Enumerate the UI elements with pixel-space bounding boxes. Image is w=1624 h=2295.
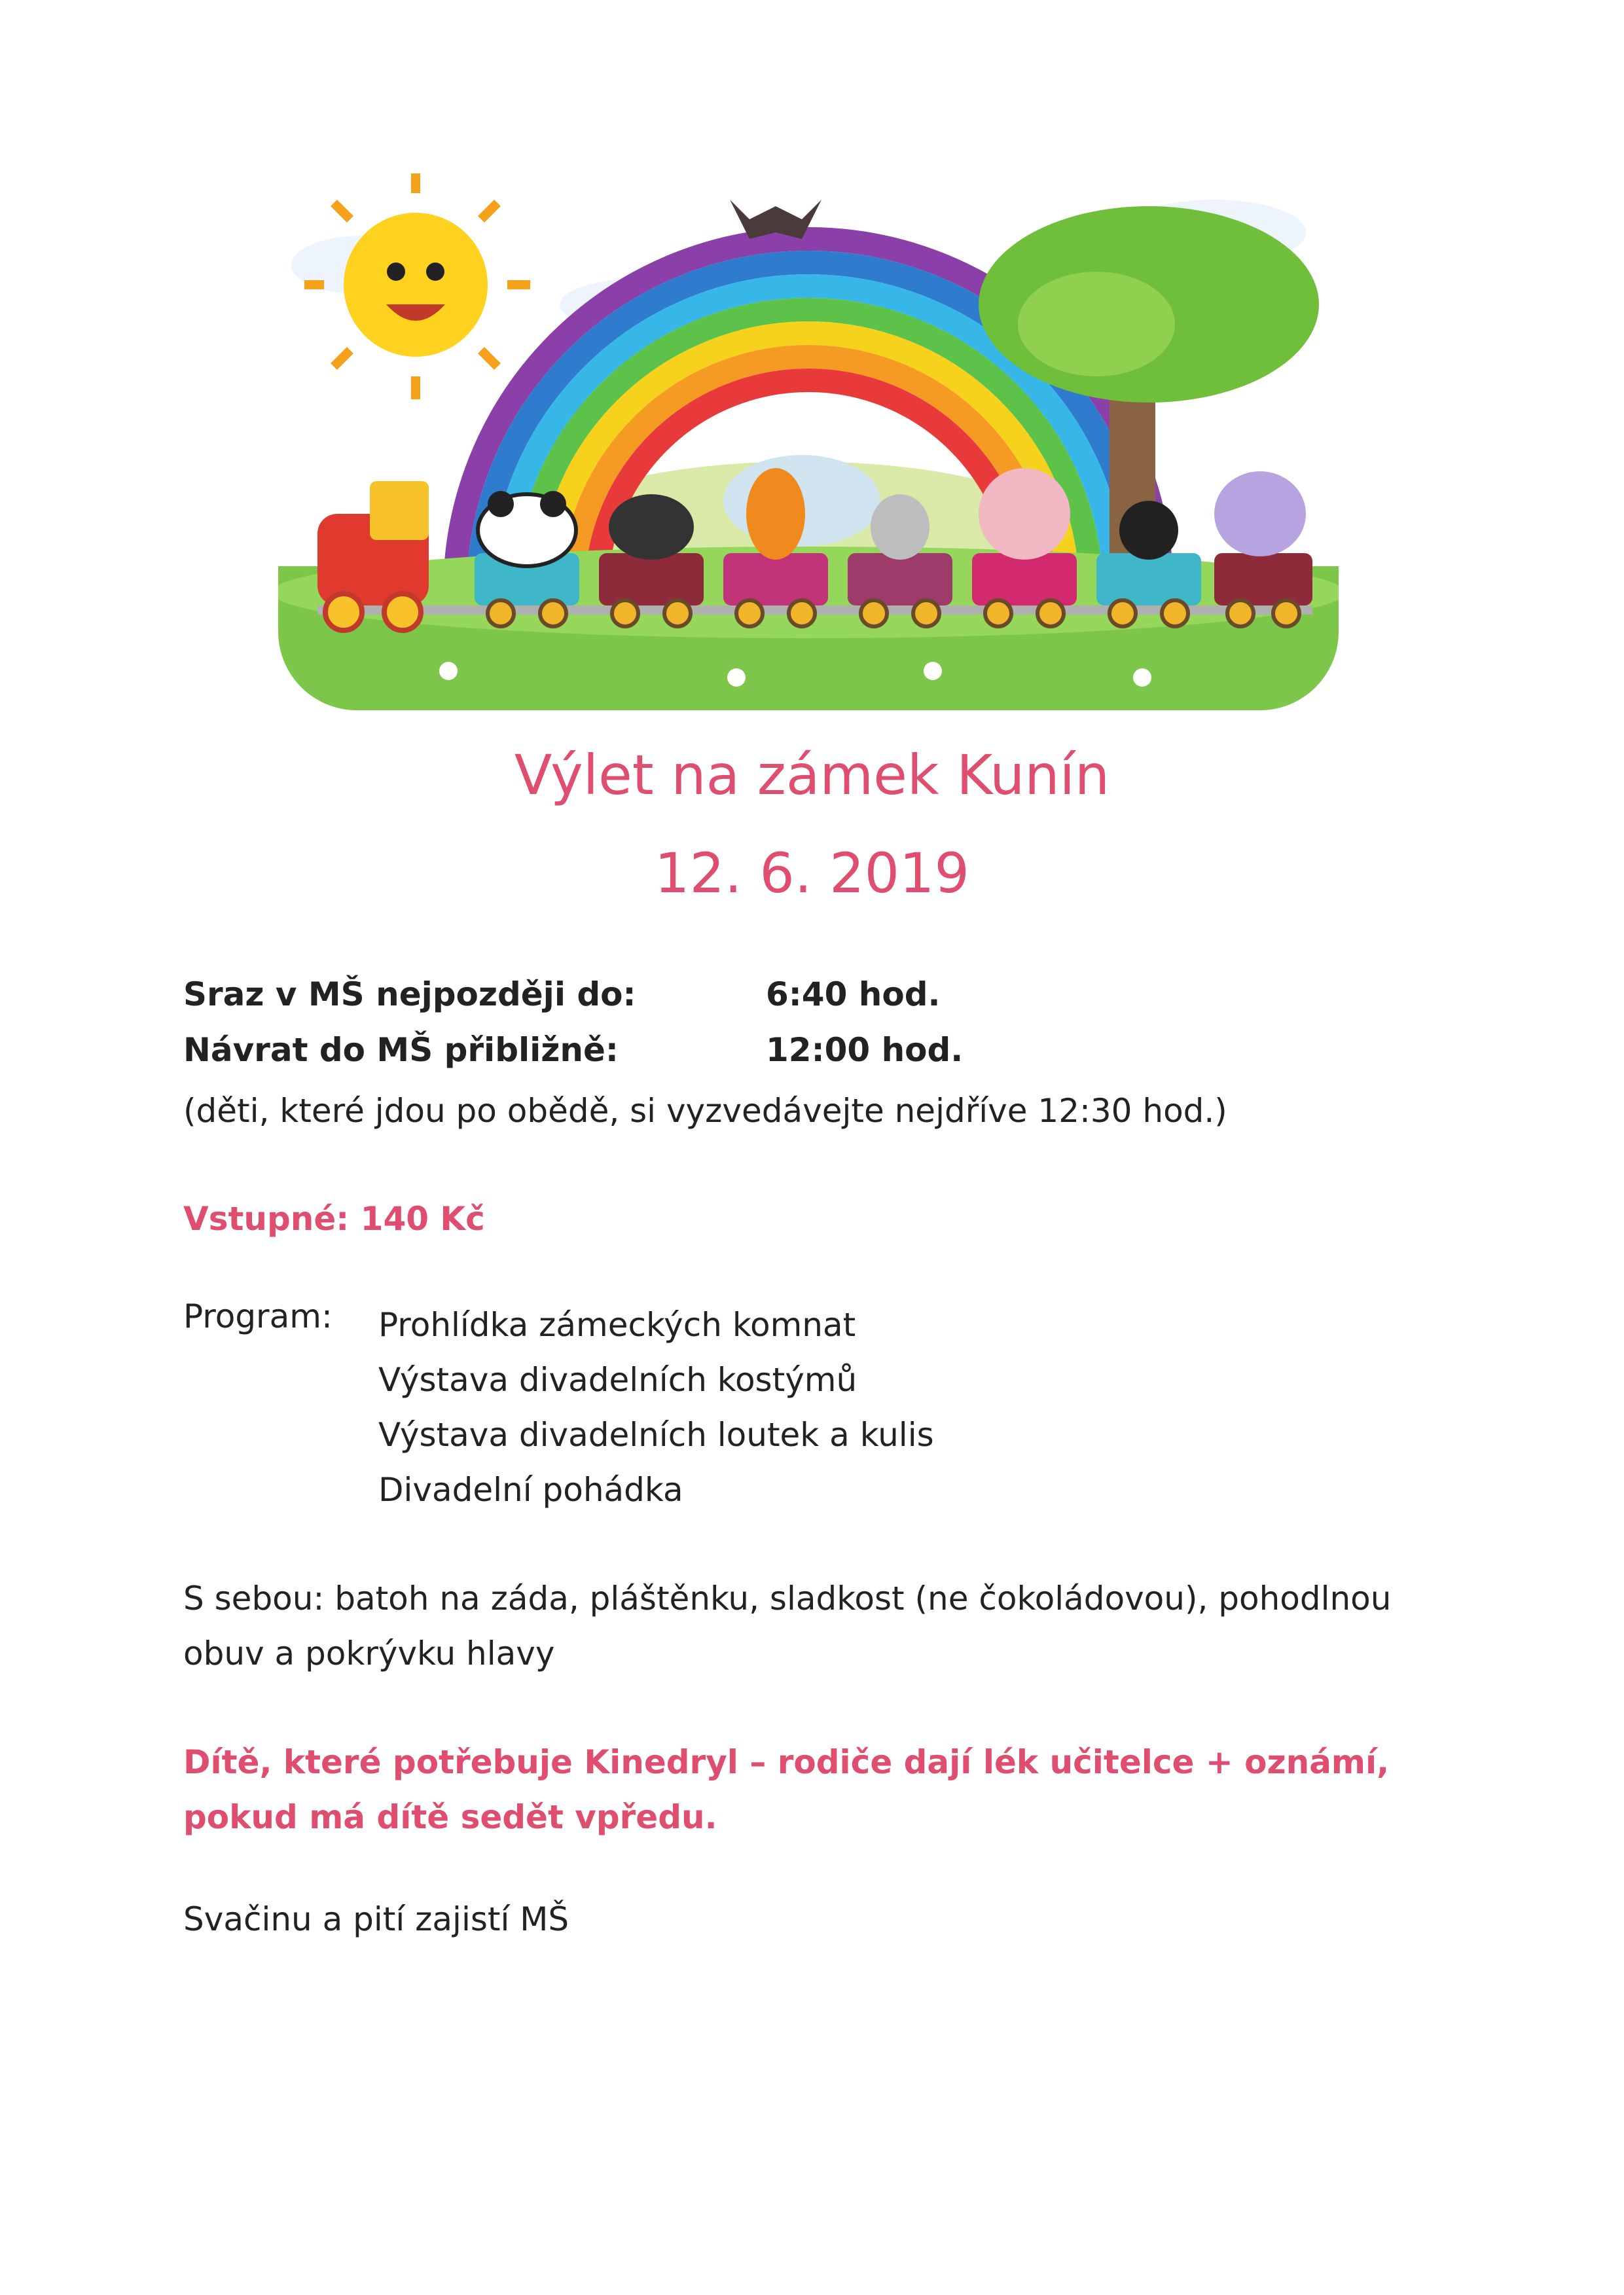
program-item: Divadelní pohádka — [378, 1471, 683, 1509]
meetup-time: 6:40 hod. — [766, 975, 941, 1013]
page-title: Výlet na zámek Kunín — [514, 743, 1110, 807]
program-list — [378, 1297, 934, 1517]
bring-along-text: S sebou: batoh na záda, pláštěnku, sladkost (ne čokoládovou), pohodlnou obuv a pokrývku hlavy — [183, 1580, 1392, 1672]
event-date: 12. 6. 2019 — [655, 841, 969, 905]
return-label: Návrat do MŠ přibližně: — [183, 1031, 619, 1069]
pickup-note: (děti, které jdou po obědě, si vyzvedávejte nejdříve 12:30 hod.) — [183, 1092, 1227, 1130]
return-time: 12:00 hod. — [766, 1031, 964, 1069]
medication-warning: Dítě, které potřebuje Kinedryl – rodiče dají lék učitelce + oznámí, pokud má dítě sedět vpředu. — [183, 1743, 1390, 1836]
entry-fee: Vstupné: 140 Kč — [183, 1200, 485, 1238]
program-item: Výstava divadelních kostýmů — [378, 1361, 857, 1399]
program-label: Program: — [183, 1297, 333, 1335]
meetup-label: Sraz v MŠ nejpozději do: — [183, 975, 636, 1013]
program-item: Prohlídka zámeckých komnat — [378, 1306, 856, 1344]
snack-note: Svačinu a pití zajistí MŠ — [183, 1900, 569, 1938]
program-item: Výstava divadelních loutek a kulis — [378, 1416, 934, 1454]
meetup-row — [183, 975, 941, 1013]
rainbow-train-illustration — [278, 173, 1339, 710]
return-row — [183, 1031, 964, 1069]
